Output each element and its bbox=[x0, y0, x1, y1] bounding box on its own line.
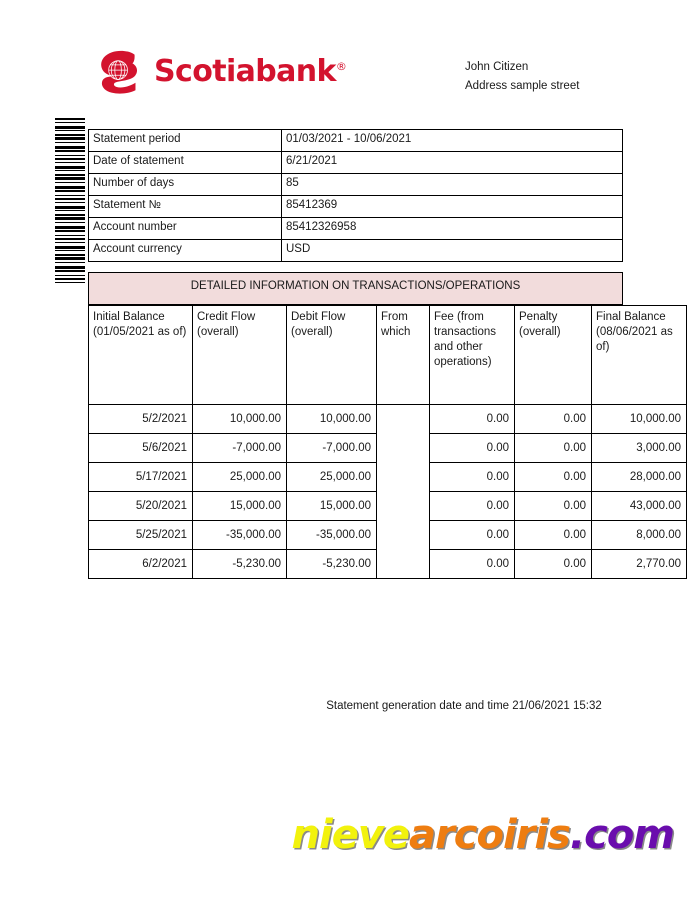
transactions-table bbox=[88, 305, 687, 579]
info-row-label: Date of statement bbox=[89, 152, 282, 174]
cell-final-balance: 10,000.00 bbox=[592, 405, 687, 434]
info-row-value: 85412369 bbox=[282, 196, 623, 218]
cell-final-balance: 2,770.00 bbox=[592, 550, 687, 579]
cell-penalty: 0.00 bbox=[515, 434, 592, 463]
cell-credit-flow: -35,000.00 bbox=[193, 521, 287, 550]
cell-credit-flow: 25,000.00 bbox=[193, 463, 287, 492]
cell-initial-balance: 5/6/2021 bbox=[89, 434, 193, 463]
cell-credit-flow: 10,000.00 bbox=[193, 405, 287, 434]
cell-fee: 0.00 bbox=[430, 550, 515, 579]
bank-wordmark bbox=[154, 53, 347, 89]
watermark-part-3: .com bbox=[569, 812, 674, 858]
info-row-label: Statement period bbox=[89, 130, 282, 152]
transactions-banner: DETAILED INFORMATION ON TRANSACTIONS/OPERATIONS bbox=[88, 272, 623, 305]
bank-brand bbox=[96, 48, 347, 95]
cell-final-balance: 3,000.00 bbox=[592, 434, 687, 463]
cell-fee: 0.00 bbox=[430, 434, 515, 463]
cell-debit-flow: 25,000.00 bbox=[287, 463, 377, 492]
column-header-debit-flow: Debit Flow (overall) bbox=[287, 306, 377, 405]
cell-credit-flow: -7,000.00 bbox=[193, 434, 287, 463]
cell-final-balance: 28,000.00 bbox=[592, 463, 687, 492]
cell-penalty: 0.00 bbox=[515, 550, 592, 579]
cell-credit-flow: -5,230.00 bbox=[193, 550, 287, 579]
cell-credit-flow: 15,000.00 bbox=[193, 492, 287, 521]
watermark-part-1: nieve bbox=[291, 812, 410, 858]
cell-debit-flow: 10,000.00 bbox=[287, 405, 377, 434]
customer-address: Address sample street bbox=[465, 80, 580, 92]
cell-debit-flow: -7,000.00 bbox=[287, 434, 377, 463]
info-row-label: Account number bbox=[89, 218, 282, 240]
column-header-final-balance: Final Balance (08/06/2021 as of) bbox=[592, 306, 687, 405]
column-header-from-which: From which bbox=[377, 306, 430, 405]
cell-initial-balance: 5/25/2021 bbox=[89, 521, 193, 550]
column-header-initial-balance: Initial Balance (01/05/2021 as of) bbox=[89, 306, 193, 405]
cell-initial-balance: 5/17/2021 bbox=[89, 463, 193, 492]
info-row bbox=[89, 218, 623, 240]
generation-timestamp: Statement generation date and time 21/06/2021 15:32 bbox=[326, 700, 602, 712]
customer-block bbox=[465, 58, 579, 96]
cell-penalty: 0.00 bbox=[515, 463, 592, 492]
info-row-value: 6/21/2021 bbox=[282, 152, 623, 174]
transactions-head bbox=[89, 306, 687, 405]
info-row-value: 01/03/2021 - 10/06/2021 bbox=[282, 130, 623, 152]
bank-name-text: Scotiabank bbox=[154, 53, 336, 89]
registered-trademark-symbol: ® bbox=[335, 59, 347, 73]
transactions-body bbox=[89, 405, 687, 579]
cell-fee: 0.00 bbox=[430, 492, 515, 521]
column-header-penalty: Penalty (overall) bbox=[515, 306, 592, 405]
info-row-label: Account currency bbox=[89, 240, 282, 262]
cell-from-which bbox=[377, 405, 430, 579]
info-row bbox=[89, 196, 623, 218]
statement-info-table bbox=[88, 129, 623, 262]
cell-initial-balance: 6/2/2021 bbox=[89, 550, 193, 579]
cell-debit-flow: -35,000.00 bbox=[287, 521, 377, 550]
cell-penalty: 0.00 bbox=[515, 521, 592, 550]
customer-name: John Citizen bbox=[465, 61, 529, 73]
cell-initial-balance: 5/20/2021 bbox=[89, 492, 193, 521]
scotiabank-globe-s-logo bbox=[96, 48, 143, 95]
column-header-fee: Fee (from transactions and other operations) bbox=[430, 306, 515, 405]
info-row bbox=[89, 174, 623, 196]
transactions-header-row bbox=[89, 306, 687, 405]
cell-fee: 0.00 bbox=[430, 463, 515, 492]
cell-penalty: 0.00 bbox=[515, 405, 592, 434]
watermark-part-2: arcoiris bbox=[409, 812, 570, 858]
cell-debit-flow: 15,000.00 bbox=[287, 492, 377, 521]
column-header-credit-flow: Credit Flow (overall) bbox=[193, 306, 287, 405]
info-row-value: 85412326958 bbox=[282, 218, 623, 240]
info-row bbox=[89, 130, 623, 152]
info-row-label: Number of days bbox=[89, 174, 282, 196]
vertical-barcode bbox=[55, 118, 85, 286]
cell-fee: 0.00 bbox=[430, 405, 515, 434]
cell-final-balance: 8,000.00 bbox=[592, 521, 687, 550]
cell-initial-balance: 5/2/2021 bbox=[89, 405, 193, 434]
info-row-value: USD bbox=[282, 240, 623, 262]
info-row-label: Statement № bbox=[89, 196, 282, 218]
site-watermark bbox=[0, 812, 698, 858]
document-header bbox=[0, 0, 698, 115]
info-row bbox=[89, 152, 623, 174]
cell-debit-flow: -5,230.00 bbox=[287, 550, 377, 579]
table-row bbox=[89, 405, 687, 434]
info-row bbox=[89, 240, 623, 262]
cell-final-balance: 43,000.00 bbox=[592, 492, 687, 521]
cell-fee: 0.00 bbox=[430, 521, 515, 550]
info-row-value: 85 bbox=[282, 174, 623, 196]
statement-info-body bbox=[89, 130, 623, 262]
cell-penalty: 0.00 bbox=[515, 492, 592, 521]
